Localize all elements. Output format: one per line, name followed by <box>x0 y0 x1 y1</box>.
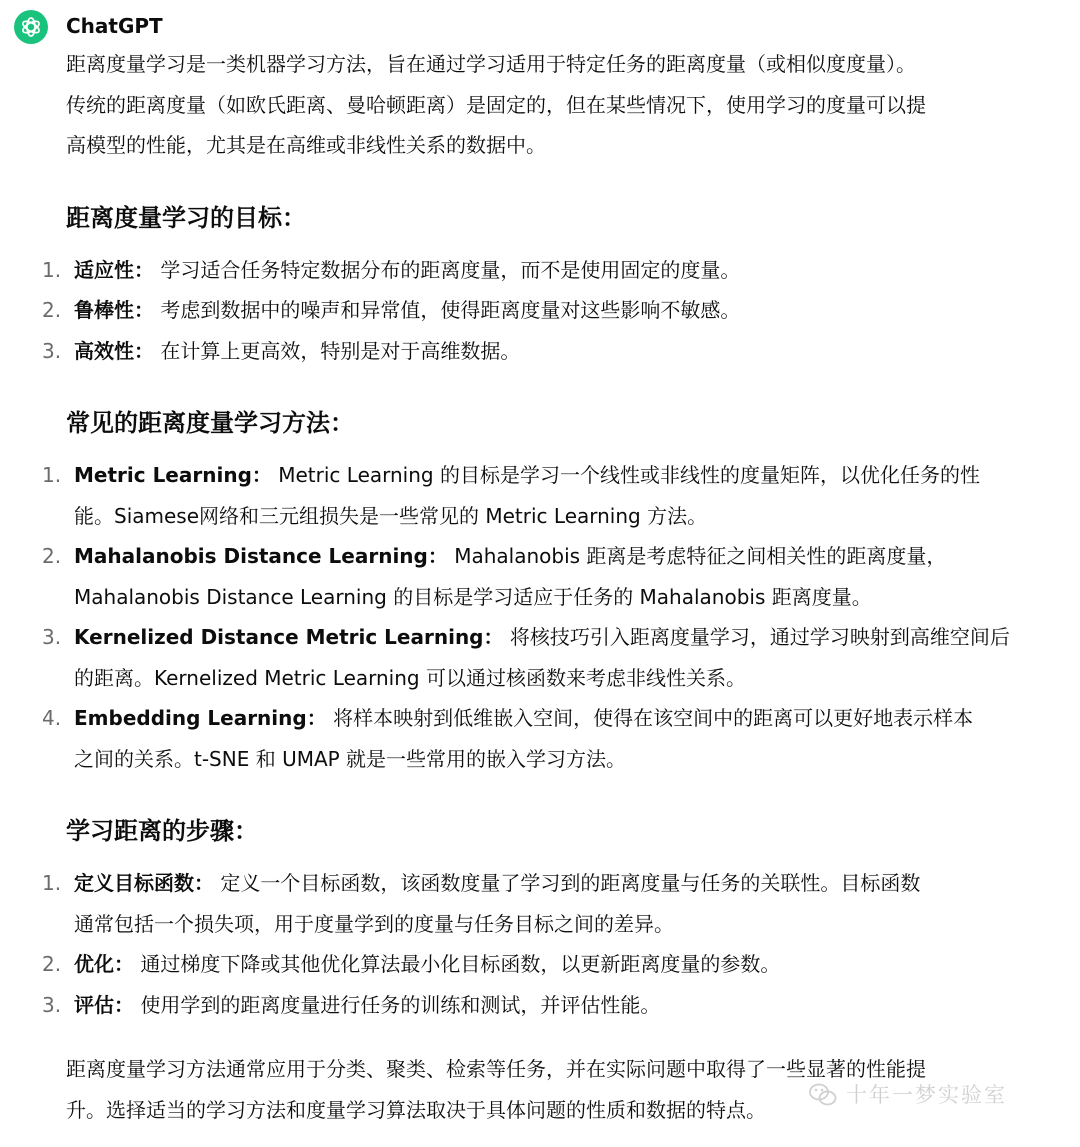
methods-list <box>42 455 1066 779</box>
watermark <box>808 1080 1007 1110</box>
text-line: 学习适合任务特定数据分布的距离度量，而不是使用固定的度量。 <box>160 257 741 282</box>
message-header <box>14 10 48 44</box>
steps-list <box>42 863 1066 1025</box>
list-number: 2. <box>42 298 62 322</box>
text-line: 通常包括一个损失项，用于度量学到的度量与任务目标之间的差异。 <box>74 911 674 936</box>
list-number: 3. <box>42 625 62 649</box>
section-heading-steps: 学习距离的步骤： <box>66 817 258 845</box>
list-item <box>42 985 1066 1026</box>
list-term: Metric Learning： <box>74 463 272 487</box>
text-line: 考虑到数据中的噪声和异常值，使得距离度量对这些影响不敏感。 <box>160 298 741 322</box>
text-line: 高模型的性能，尤其是在高维或非线性关系的数据中。 <box>66 133 546 157</box>
text-line: 将核技巧引入距离度量学习，通过学习映射到高维空间后 <box>509 625 1010 649</box>
text-line: 之间的关系。t-SNE 和 UMAP 就是一些常用的嵌入学习方法。 <box>74 746 627 771</box>
list-term: Embedding Learning： <box>74 706 327 730</box>
list-item <box>42 331 1066 372</box>
text-line: 升。选择适当的学习方法和度量学习算法取决于具体问题的性质和数据的特点。 <box>66 1097 766 1122</box>
list-term: Mahalanobis Distance Learning： <box>74 544 448 568</box>
list-number: 3. <box>42 992 62 1017</box>
text-line: Metric Learning 的目标是学习一个线性或非线性的度量矩阵，以优化任务的性 <box>278 463 980 487</box>
list-number: 1. <box>42 257 62 282</box>
list-item <box>42 536 1066 617</box>
list-number: 1. <box>42 463 62 487</box>
text-line: Mahalanobis Distance Learning 的目标是学习适应于任务的 Mahalanobis 距离度量。 <box>74 584 872 609</box>
list-term: 适应性： <box>74 257 154 282</box>
list-term: Kernelized Distance Metric Learning： <box>74 625 504 649</box>
chatgpt-avatar <box>14 10 48 44</box>
text-line: 能。Siamese网络和三元组损失是一些常见的 Metric Learning 方法。 <box>74 503 708 528</box>
list-item <box>42 455 1066 536</box>
text-line: 使用学到的距离度量进行任务的训练和测试，并评估性能。 <box>140 992 661 1017</box>
list-number: 2. <box>42 544 62 568</box>
list-term: 优化： <box>74 952 134 976</box>
list-item <box>42 698 1066 779</box>
watermark-text: 十年一梦实验室 <box>846 1083 1007 1107</box>
list-item <box>42 250 1066 291</box>
text-line: 将样本映射到低维嵌入空间，使得在该空间中的距离可以更好地表示样本 <box>333 706 974 730</box>
list-item <box>42 617 1066 698</box>
text-line: 距离度量学习是一类机器学习方法，旨在通过学习适用于特定任务的距离度量（或相似度度量）。 <box>66 52 916 76</box>
wechat-icon <box>808 1082 838 1108</box>
list-item <box>42 290 1066 331</box>
list-number: 3. <box>42 338 62 363</box>
text-line: 定义一个目标函数，该函数度量了学习到的距离度量与任务的关联性。目标函数 <box>220 871 921 895</box>
openai-logo-icon <box>19 15 43 39</box>
list-number: 1. <box>42 871 62 895</box>
list-number: 4. <box>42 706 62 730</box>
text-line: 在计算上更高效，特别是对于高维数据。 <box>160 338 521 363</box>
list-item <box>42 944 1066 985</box>
list-term: 鲁棒性： <box>74 298 154 322</box>
text-line: 传统的距离度量（如欧氏距离、曼哈顿距离）是固定的，但在某些情况下，使用学习的度量可以提 <box>66 92 926 117</box>
section-heading-goals: 距离度量学习的目标： <box>66 203 306 232</box>
list-number: 2. <box>42 952 62 976</box>
list-term: 高效性： <box>74 338 154 363</box>
text-line: 的距离。Kernelized Metric Learning 可以通过核函数来考虑非线性关系。 <box>74 665 746 690</box>
intro-paragraph <box>66 44 1066 166</box>
text-line: 距离度量学习方法通常应用于分类、聚类、检索等任务，并在实际问题中取得了一些显著的性能提 <box>66 1057 926 1081</box>
list-term: 评估： <box>74 992 134 1017</box>
goals-list <box>42 250 1066 372</box>
list-item <box>42 863 1066 944</box>
section-heading-methods: 常见的距离度量学习方法： <box>66 409 354 437</box>
message-body <box>42 44 1066 1130</box>
author-name: ChatGPT <box>66 14 163 38</box>
list-term: 定义目标函数： <box>74 871 214 895</box>
text-line: 通过梯度下降或其他优化算法最小化目标函数，以更新距离度量的参数。 <box>140 952 781 976</box>
text-line: Mahalanobis 距离是考虑特征之间相关性的距离度量， <box>454 544 947 568</box>
